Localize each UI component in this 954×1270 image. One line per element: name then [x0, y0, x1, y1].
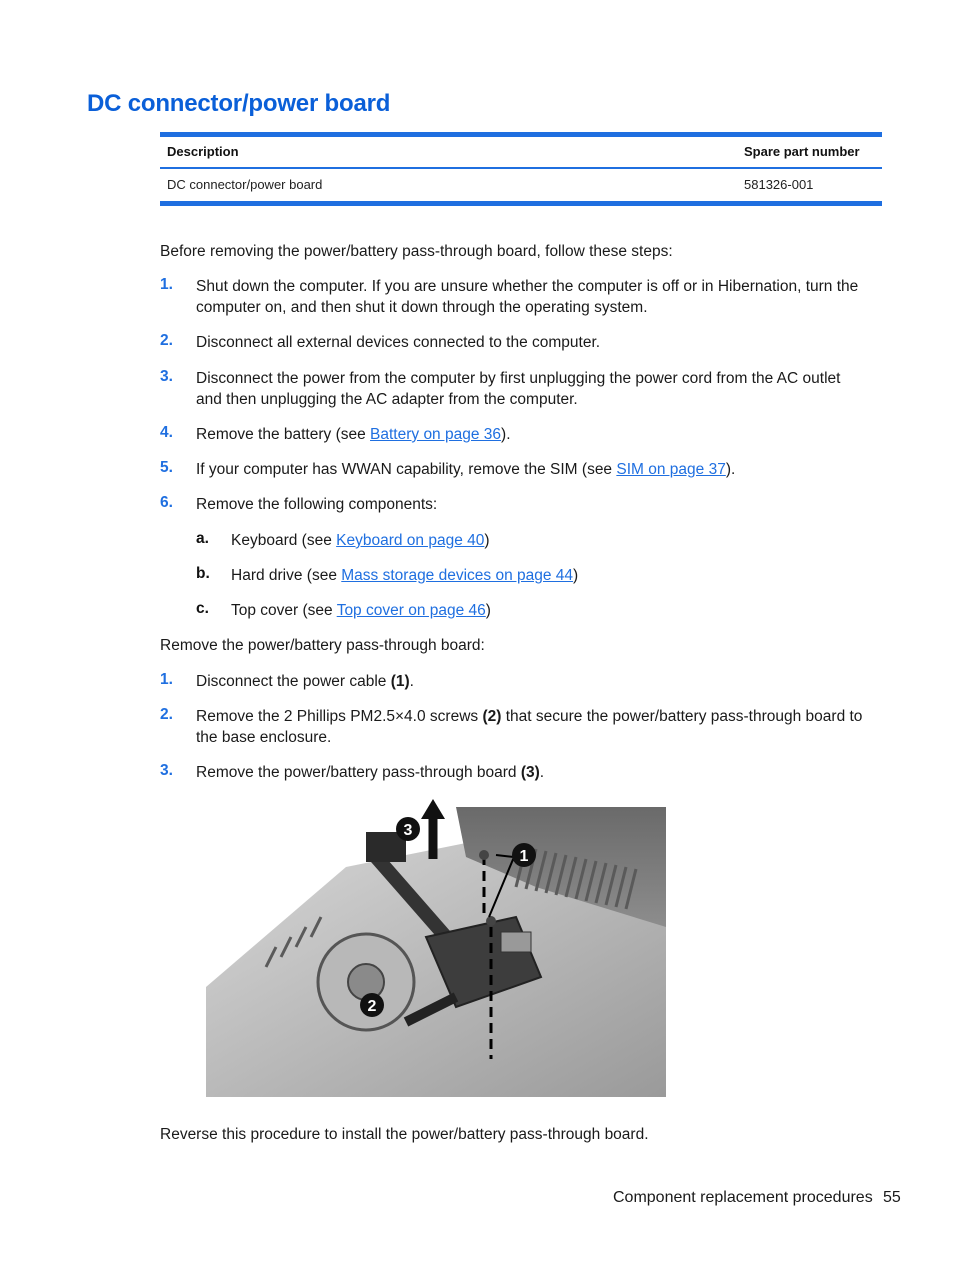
table-header-spare-part: Spare part number: [744, 144, 860, 159]
step-text: [196, 459, 735, 480]
step-number: 1.: [160, 276, 173, 293]
step-text: [196, 671, 414, 692]
sim-link[interactable]: SIM on page 37: [616, 461, 726, 478]
footer-section: Component replacement procedures: [613, 1189, 873, 1206]
callout-ref: (1): [390, 673, 410, 690]
board-removal-illustration: [196, 797, 672, 1099]
sub-step-text: [231, 600, 491, 621]
step-number: 6.: [160, 494, 173, 511]
step-text: [196, 706, 886, 748]
step-text-pre: If your computer has WWAN capability, remove the SIM (see: [196, 461, 617, 478]
step-text: Disconnect all external devices connected to the computer.: [196, 334, 601, 351]
callout-ref: (2): [482, 708, 502, 725]
callout-ref: (3): [520, 764, 540, 781]
step-text-line: computer on, and then shut it down through the operating system.: [196, 299, 648, 316]
table-top-rule: [160, 132, 882, 137]
step-text-pre: Disconnect the power cable: [196, 673, 391, 690]
step-text-pre: Remove the 2 Phillips PM2.5×4.0 screws: [196, 708, 483, 725]
step-text: [196, 762, 544, 783]
sub-step-text: [231, 565, 578, 586]
step-text-line: Disconnect the power from the computer by first unplugging the power cord from the AC outlet: [196, 370, 841, 387]
callout-2-label: 2: [367, 998, 377, 1015]
step-number: 4.: [160, 424, 173, 441]
step-text: Remove the following components:: [196, 496, 438, 513]
step-number: 2.: [160, 332, 173, 349]
step-number: 3.: [160, 368, 173, 385]
sub-step-letter: a.: [196, 530, 209, 547]
step-number: 2.: [160, 706, 173, 723]
sub-step-letter: c.: [196, 600, 209, 617]
step-text-line: and then unplugging the AC adapter from the computer.: [196, 391, 578, 408]
mass-storage-link[interactable]: Mass storage devices on page 44: [341, 567, 574, 584]
sub-step-letter: b.: [196, 565, 210, 582]
battery-link[interactable]: Battery on page 36: [370, 426, 502, 443]
step-text-post: .: [409, 673, 414, 690]
intro-paragraph: Before removing the power/battery pass-through board, follow these steps:: [160, 243, 673, 260]
sub-step-pre: Keyboard (see: [231, 532, 337, 549]
callout-3-label: 3: [403, 822, 413, 839]
step-number: 3.: [160, 762, 173, 779]
callout-1-label: 1: [519, 848, 529, 865]
table-cell-part-number: 581326-001: [744, 177, 814, 192]
step-text-line: Shut down the computer. If you are unsure whether the computer is off or in Hibernation, turn the: [196, 278, 859, 295]
step-number: 5.: [160, 459, 173, 476]
step-text-pre: Remove the power/battery pass-through board: [196, 764, 521, 781]
table-header-description: Description: [167, 144, 239, 159]
sub-step-text: [231, 530, 490, 551]
outro-paragraph: Reverse this procedure to install the power/battery pass-through board.: [160, 1126, 649, 1143]
sub-step-post: ): [485, 602, 491, 619]
step-text: [196, 368, 882, 410]
sub-step-post: ): [484, 532, 490, 549]
step-text: [196, 424, 511, 445]
keyboard-link[interactable]: Keyboard on page 40: [336, 532, 485, 549]
table-cell-description: DC connector/power board: [167, 177, 323, 192]
sub-step-pre: Top cover (see: [231, 602, 337, 619]
sub-step-post: ): [573, 567, 579, 584]
step-text-pre: Remove the battery (see: [196, 426, 371, 443]
removal-intro: Remove the power/battery pass-through board:: [160, 637, 485, 654]
step-text-line: [196, 706, 886, 727]
sub-step-pre: Hard drive (see: [231, 567, 342, 584]
top-cover-link[interactable]: Top cover on page 46: [336, 602, 486, 619]
step-text-post: ).: [501, 426, 511, 443]
step-text: [196, 276, 882, 318]
table-header-rule: [160, 167, 882, 169]
step-text-post: ).: [725, 461, 736, 478]
page-title: DC connector/power board: [87, 90, 391, 117]
step-text-post: .: [539, 764, 545, 781]
table-bottom-rule: [160, 201, 882, 206]
step-text-line: the base enclosure.: [196, 729, 332, 746]
step-text-post: that secure the power/battery pass-through board to: [501, 708, 863, 725]
step-number: 1.: [160, 671, 173, 688]
footer-page-number: 55: [883, 1189, 901, 1206]
